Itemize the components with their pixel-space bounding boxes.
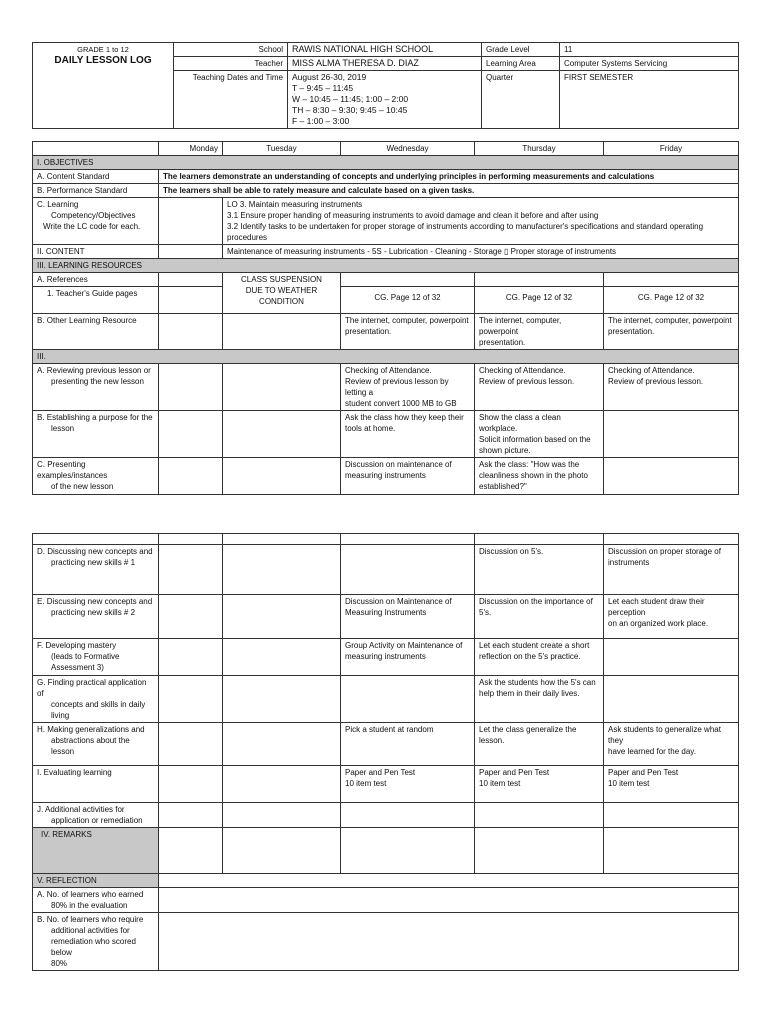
label-line: additional activities for <box>51 926 130 935</box>
label-line: presenting the new lesson <box>51 377 144 386</box>
blank-cell <box>159 314 223 350</box>
generalization-thu <box>475 723 604 766</box>
label-line: Write the LC code for each. <box>43 222 141 231</box>
label-line: living <box>51 711 70 720</box>
blank-cell <box>604 458 739 495</box>
cell-line: student convert 1000 MB to GB <box>345 399 457 408</box>
blank-cell <box>159 273 223 287</box>
performance-standard-label: B. Performance Standard <box>33 184 159 198</box>
cell-line: The internet, computer, powerpoint <box>608 316 732 325</box>
application-label <box>33 676 159 723</box>
label-line: C. Presenting examples/instances <box>37 460 108 480</box>
label-line: Competency/Objectives <box>51 211 136 220</box>
blank-cell <box>223 723 341 766</box>
cell-line: Solicit information based on the <box>479 435 591 444</box>
reflection-label: V. REFLECTION <box>33 874 159 888</box>
blank-cell <box>604 411 739 458</box>
cell-line: Checking of Attendance. <box>479 366 566 375</box>
lesson-table-2 <box>32 533 739 971</box>
competency-line: LO 3. Maintain measuring instruments <box>227 200 363 209</box>
content: Maintenance of measuring instruments - 5S - Lubrication - Cleaning - Storage ▯ Proper storage of instruments <box>223 245 739 259</box>
cell-line: 10 item test <box>608 779 650 788</box>
blank-cell <box>223 364 341 411</box>
label-line: E. Discussing new concepts and <box>37 597 153 606</box>
procedures-heading: III. <box>33 350 739 364</box>
day-monday: Monday <box>159 142 223 156</box>
application-thu <box>475 676 604 723</box>
day-thursday: Thursday <box>475 142 604 156</box>
evaluating-wed <box>341 766 475 803</box>
blank-cell <box>159 888 739 913</box>
cell-line: Discussion on proper storage of <box>608 547 721 556</box>
blank-cell <box>604 534 739 545</box>
lesson-table-1 <box>32 141 739 495</box>
blank-cell <box>159 287 223 314</box>
purpose-label <box>33 411 159 458</box>
performance-standard: The learners shall be able to rately measure and calculate based on a given tasks. <box>159 184 739 198</box>
evaluating-label <box>33 766 159 803</box>
examples-wed <box>341 458 475 495</box>
blank-cell <box>159 828 223 874</box>
blank-cell <box>604 273 739 287</box>
label-line: G. Finding practical application of <box>37 678 147 698</box>
cell-line: instruments <box>608 558 650 567</box>
label-line: application or remediation <box>51 816 143 825</box>
review-fri <box>604 364 739 411</box>
cell-line: Group Activity on Maintenance of <box>345 641 463 650</box>
blank-cell <box>475 828 604 874</box>
blank-cell <box>159 245 223 259</box>
blank-cell <box>223 458 341 495</box>
label-line: A. Reviewing previous lesson or <box>37 366 151 375</box>
note-line: CLASS SUSPENSION <box>241 275 322 284</box>
note-line: CONDITION <box>259 297 304 306</box>
label-line: abstractions about the lesson <box>51 736 130 756</box>
blank-cell <box>475 273 604 287</box>
blank-cell <box>159 723 223 766</box>
blank-cell <box>223 595 341 639</box>
cg-wed: CG. Page 12 of 32 <box>341 287 475 314</box>
blank-cell <box>223 828 341 874</box>
examples-thu <box>475 458 604 495</box>
blank-cell <box>341 545 475 595</box>
purpose-thu <box>475 411 604 458</box>
blank-cell <box>33 142 159 156</box>
label-line: concepts and skills in daily <box>51 700 146 709</box>
evaluating-fri <box>604 766 739 803</box>
remediation-label <box>33 913 159 971</box>
cell-line: Discussion on 5's. <box>479 547 544 556</box>
blank-cell <box>223 314 341 350</box>
label-line: D. Discussing new concepts and <box>37 547 153 556</box>
mastery-label <box>33 639 159 676</box>
blank-cell <box>223 639 341 676</box>
blank-cell <box>475 803 604 828</box>
date-line: TH – 8:30 – 9:30; 9:45 – 10:45 <box>292 105 408 115</box>
cell-line: Ask the class how they keep their <box>345 413 464 422</box>
competency <box>223 198 739 245</box>
cell-line: Discussion on Maintenance of <box>345 597 452 606</box>
remarks-label: IV. REMARKS <box>33 828 159 874</box>
cell-line: The internet, computer, powerpoint <box>479 316 562 336</box>
other-resource-label: B. Other Learning Resource <box>33 314 159 350</box>
page-title: DAILY LESSON LOG <box>54 55 152 66</box>
blank-cell <box>33 534 159 545</box>
blank-cell <box>159 766 223 803</box>
generalization-wed <box>341 723 475 766</box>
blank-cell <box>223 676 341 723</box>
teacher-value: MISS ALMA THERESA D. DIAZ <box>288 57 482 71</box>
blank-cell <box>341 534 475 545</box>
grade-level-value: 11 <box>560 43 739 57</box>
blank-cell <box>341 828 475 874</box>
label-line: lesson <box>51 424 75 433</box>
cell-line: Show the class a clean workplace. <box>479 413 561 433</box>
cell-line: Discussion on maintenance of <box>345 460 452 469</box>
competency-label <box>33 198 159 245</box>
blank-cell <box>159 639 223 676</box>
quarter-label: Quarter <box>482 71 560 129</box>
blank-cell <box>223 545 341 595</box>
mastery-wed <box>341 639 475 676</box>
day-friday: Friday <box>604 142 739 156</box>
cell-line: have learned for the day. <box>608 747 696 756</box>
date-line: August 26-30, 2019 <box>292 72 367 82</box>
blank-cell <box>604 803 739 828</box>
objectives-heading: I. OBJECTIVES <box>33 156 739 170</box>
blank-cell <box>159 545 223 595</box>
label-line: C. Learning <box>37 200 79 209</box>
resources-heading: III. LEARNING RESOURCES <box>33 259 739 273</box>
cell-line: Ask the class: "How was the <box>479 460 580 469</box>
blank-cell <box>159 803 223 828</box>
label-line: practicing new skills # 1 <box>51 558 136 567</box>
cell-line: reflection on the 5's practice. <box>479 652 581 661</box>
references-label: A. References <box>33 273 159 287</box>
blank-cell <box>604 639 739 676</box>
cell-line: Measuring Instruments <box>345 608 427 617</box>
concepts2-fri <box>604 595 739 639</box>
blank-cell <box>604 676 739 723</box>
note-line: DUE TO WEATHER <box>245 286 318 295</box>
review-label <box>33 364 159 411</box>
label-line: of the new lesson <box>51 482 114 491</box>
blank-cell <box>159 458 223 495</box>
evaluating-thu <box>475 766 604 803</box>
blank-cell <box>159 364 223 411</box>
content-label: II. CONTENT <box>33 245 159 259</box>
generalization-label <box>33 723 159 766</box>
learning-area-label: Learning Area <box>482 57 560 71</box>
learning-area-value: Computer Systems Servicing <box>560 57 739 71</box>
cell-line: presentation. <box>479 338 526 347</box>
cell-line: Ask students to generalize what they <box>608 725 721 745</box>
suspension-note <box>223 273 341 314</box>
review-wed <box>341 364 475 411</box>
cell-line: cleanliness shown in the photo <box>479 471 588 480</box>
date-line: W – 10:45 – 11:45; 1:00 – 2:00 <box>292 94 409 104</box>
earned-80-label <box>33 888 159 913</box>
label-line: J. Additional activities for <box>37 805 125 814</box>
blank-cell <box>223 411 341 458</box>
blank-cell <box>159 676 223 723</box>
mastery-thu <box>475 639 604 676</box>
cell-line: Ask the students how the 5's can <box>479 678 596 687</box>
cg-thu: CG. Page 12 of 32 <box>475 287 604 314</box>
competency-line: 3.1 Ensure proper handing of measuring instruments to avoid damage and clean it before and after using <box>227 211 599 220</box>
concepts1-fri <box>604 545 739 595</box>
blank-cell <box>223 766 341 803</box>
dates-value <box>288 71 482 129</box>
other-fri <box>604 314 739 350</box>
blank-cell <box>223 534 341 545</box>
cg-fri: CG. Page 12 of 32 <box>604 287 739 314</box>
day-wednesday: Wednesday <box>341 142 475 156</box>
grade-range: GRADE 1 to 12 <box>77 45 129 54</box>
school-value: RAWIS NATIONAL HIGH SCHOOL <box>288 43 482 57</box>
content-standard-label: A. Content Standard <box>33 170 159 184</box>
cell-line: Review of previous lesson. <box>608 377 704 386</box>
cell-line: Discussion on the importance of 5's. <box>479 597 593 617</box>
cell-line: Review of previous lesson by letting a <box>345 377 449 397</box>
cell-line: 10 item test <box>345 779 387 788</box>
blank-cell <box>341 273 475 287</box>
reflection-blank <box>159 874 739 888</box>
cell-line: presentation. <box>345 327 392 336</box>
label-line: 80% <box>51 959 68 968</box>
review-thu <box>475 364 604 411</box>
blank-cell <box>341 803 475 828</box>
label-line: Assessment 3) <box>51 663 104 672</box>
day-tuesday: Tuesday <box>223 142 341 156</box>
concepts2-wed <box>341 595 475 639</box>
blank-cell <box>341 676 475 723</box>
other-wed <box>341 314 475 350</box>
other-thu <box>475 314 604 350</box>
blank-cell <box>159 595 223 639</box>
concepts2-label <box>33 595 159 639</box>
tg-label: 1. Teacher's Guide pages <box>33 287 159 314</box>
blank-cell <box>475 534 604 545</box>
label-line: A. No. of learners who earned <box>37 890 144 899</box>
label-line: F. Developing mastery <box>37 641 117 650</box>
cell-line: Let each student create a short <box>479 641 590 650</box>
cell-line: shown picture. <box>479 446 531 455</box>
concepts1-thu <box>475 545 604 595</box>
purpose-wed <box>341 411 475 458</box>
content-standard: The learners demonstrate an understanding of concepts and underlying principles in performing measurements and calculations <box>159 170 739 184</box>
school-label: School <box>174 43 288 57</box>
cell-line: Let the class generalize the lesson. <box>479 725 577 745</box>
blank-cell <box>159 534 223 545</box>
label-line: H. Making generalizations and <box>37 725 145 734</box>
cell-line: measuring instruments <box>345 652 426 661</box>
generalization-fri <box>604 723 739 766</box>
cell-line: presentation. <box>608 327 655 336</box>
teacher-label: Teacher <box>174 57 288 71</box>
cell-line: 10 item test <box>479 779 521 788</box>
blank-cell <box>159 198 223 245</box>
cell-line: established?" <box>479 482 527 491</box>
additional-label <box>33 803 159 828</box>
cell-line: on an organized work place. <box>608 619 709 628</box>
examples-label <box>33 458 159 495</box>
competency-line: 3.2 Identify tasks to be undertaken for proper storage of instruments according to manufacturer's specifications and standard operating procedures <box>227 222 704 242</box>
title-cell <box>33 43 174 129</box>
quarter-value: FIRST SEMESTER <box>560 71 739 129</box>
cell-line: measuring instruments <box>345 471 426 480</box>
label-line: 80% in the evaluation <box>51 901 128 910</box>
cell-line: Let each student draw their perception <box>608 597 705 617</box>
cell-line: tools at home. <box>345 424 396 433</box>
concepts2-thu <box>475 595 604 639</box>
blank-cell <box>223 803 341 828</box>
cell-line: Paper and Pen Test <box>479 768 550 777</box>
cell-line: The internet, computer, powerpoint <box>345 316 469 325</box>
cell-line: Paper and Pen Test <box>345 768 416 777</box>
label-line: practicing new skills # 2 <box>51 608 136 617</box>
blank-cell <box>159 411 223 458</box>
cell-line: Review of previous lesson. <box>479 377 575 386</box>
cell-line: Checking of Attendance. <box>608 366 695 375</box>
label-line: B. Establishing a purpose for the <box>37 413 153 422</box>
dates-label: Teaching Dates and Time <box>174 71 288 129</box>
label-line: B. No. of learners who require <box>37 915 144 924</box>
date-line: F – 1:00 – 3:00 <box>292 116 350 126</box>
cell-line: Pick a student at random <box>345 725 434 734</box>
header-table <box>32 42 739 129</box>
label-line: (leads to Formative <box>51 652 120 661</box>
label-line: remediation who scored below <box>51 937 136 957</box>
cell-line: Paper and Pen Test <box>608 768 679 777</box>
blank-cell <box>604 828 739 874</box>
cell-line: Checking of Attendance. <box>345 366 432 375</box>
label-line: I. Evaluating learning <box>37 768 112 777</box>
blank-cell <box>159 913 739 971</box>
grade-level-label: Grade Level <box>482 43 560 57</box>
date-line: T – 9:45 – 11:45 <box>292 83 354 93</box>
concepts1-label <box>33 545 159 595</box>
cell-line: help them in their daily lives. <box>479 689 580 698</box>
